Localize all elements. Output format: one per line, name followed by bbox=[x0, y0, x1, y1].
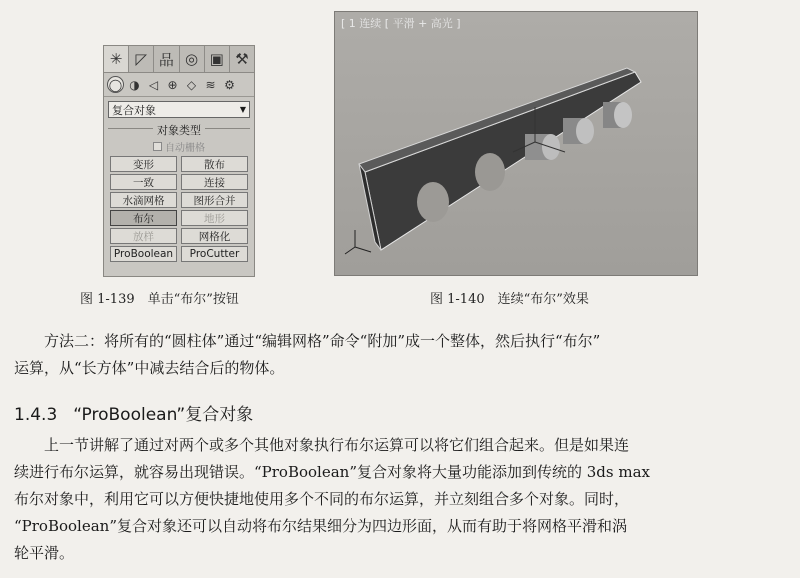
lights-icon[interactable]: ◁ bbox=[148, 77, 159, 92]
boolean-result-render bbox=[335, 12, 698, 276]
geometry-icon[interactable]: ◯ bbox=[108, 77, 123, 92]
viewport-label[interactable]: [ 1 连续 [ 平滑 + 高光 ] bbox=[341, 17, 461, 30]
rollout-label: 对象类型 bbox=[153, 124, 205, 137]
cylinder-2 bbox=[563, 118, 594, 144]
systems-icon[interactable]: ⚙ bbox=[224, 77, 235, 92]
checkbox-icon bbox=[153, 142, 162, 151]
paragraph-line: 运算，从“长方体”中减去结合后的物体。 bbox=[14, 359, 285, 377]
figure-139-caption: 图 1-139 单击“布尔”按钮 bbox=[80, 292, 239, 307]
section-number: 1.4.3 bbox=[14, 405, 58, 425]
method-two-paragraph bbox=[14, 328, 790, 382]
morph-button[interactable]: 变形 bbox=[110, 156, 177, 172]
terrain-button[interactable]: 地形 bbox=[181, 210, 248, 226]
create-panel bbox=[103, 45, 255, 277]
cameras-icon[interactable]: ⊕ bbox=[167, 77, 178, 92]
chevron-down-icon: ▼ bbox=[239, 105, 246, 114]
section-heading bbox=[14, 400, 253, 425]
hierarchy-tab-icon[interactable]: 品 bbox=[154, 46, 179, 72]
object-category-dropdown[interactable] bbox=[108, 101, 250, 118]
cylinder-1 bbox=[525, 134, 560, 160]
perspective-viewport[interactable] bbox=[334, 11, 698, 276]
utilities-tab-icon[interactable]: ⚒ bbox=[235, 50, 249, 68]
category-icons bbox=[104, 73, 254, 97]
dropdown-value: 复合对象 bbox=[112, 103, 156, 117]
paragraph-line: 方法二：将所有的“圆柱体”通过“编辑网格”命令“附加”成一个整体，然后执行“布尔” bbox=[44, 332, 601, 350]
proboolean-button[interactable]: ProBoolean bbox=[110, 246, 177, 262]
paragraph-line: “ProBoolean”复合对象还可以自动将布尔结果细分为四边形面，从而有助于将网格平滑和涡 bbox=[14, 517, 627, 535]
procutter-button[interactable]: ProCutter bbox=[181, 246, 248, 262]
compound-object-buttons bbox=[110, 156, 248, 262]
figure-140-caption: 图 1-140 连续“布尔”效果 bbox=[430, 292, 589, 307]
spacewarps-icon[interactable]: ≋ bbox=[205, 77, 216, 92]
helpers-icon[interactable]: ◇ bbox=[186, 77, 197, 92]
object-type-rollout-title[interactable] bbox=[108, 124, 250, 141]
proboolean-paragraph bbox=[14, 432, 790, 567]
conform-button[interactable]: 一致 bbox=[110, 174, 177, 190]
paragraph-line: 布尔对象中，利用它可以方便快捷地使用多个不同的布尔运算，并立刻组合多个对象。同时， bbox=[14, 490, 630, 508]
motion-tab-icon[interactable]: ◎ bbox=[180, 46, 205, 72]
blobmesh-button[interactable]: 水滴网格 bbox=[110, 192, 177, 208]
modify-tab-icon[interactable]: ◸ bbox=[129, 46, 154, 72]
shapes-icon[interactable]: ◑ bbox=[129, 77, 140, 92]
scatter-button[interactable]: 散布 bbox=[181, 156, 248, 172]
create-tab-icon[interactable]: ✳ bbox=[104, 46, 129, 72]
display-tab-icon[interactable]: ▣ bbox=[205, 46, 230, 72]
autogrid-label: 自动栅格 bbox=[165, 142, 205, 154]
paragraph-line: 续进行布尔运算，就容易出现错误。“ProBoolean”复合对象将大量功能添加到传统的 3ds max bbox=[14, 463, 651, 481]
cylinder-3 bbox=[603, 102, 632, 128]
section-title: “ProBoolean”复合对象 bbox=[73, 405, 254, 425]
connect-button[interactable]: 连接 bbox=[181, 174, 248, 190]
loft-button[interactable]: 放样 bbox=[110, 228, 177, 244]
mesher-button[interactable]: 网格化 bbox=[181, 228, 248, 244]
boolean-button[interactable]: 布尔 bbox=[110, 210, 177, 226]
paragraph-line: 上一节讲解了通过对两个或多个其他对象执行布尔运算可以将它们组合起来。但是如果连 bbox=[44, 436, 630, 454]
paragraph-line: 轮平滑。 bbox=[14, 544, 75, 562]
command-panel-tabs bbox=[104, 46, 254, 73]
shapemerge-button[interactable]: 图形合并 bbox=[181, 192, 248, 208]
